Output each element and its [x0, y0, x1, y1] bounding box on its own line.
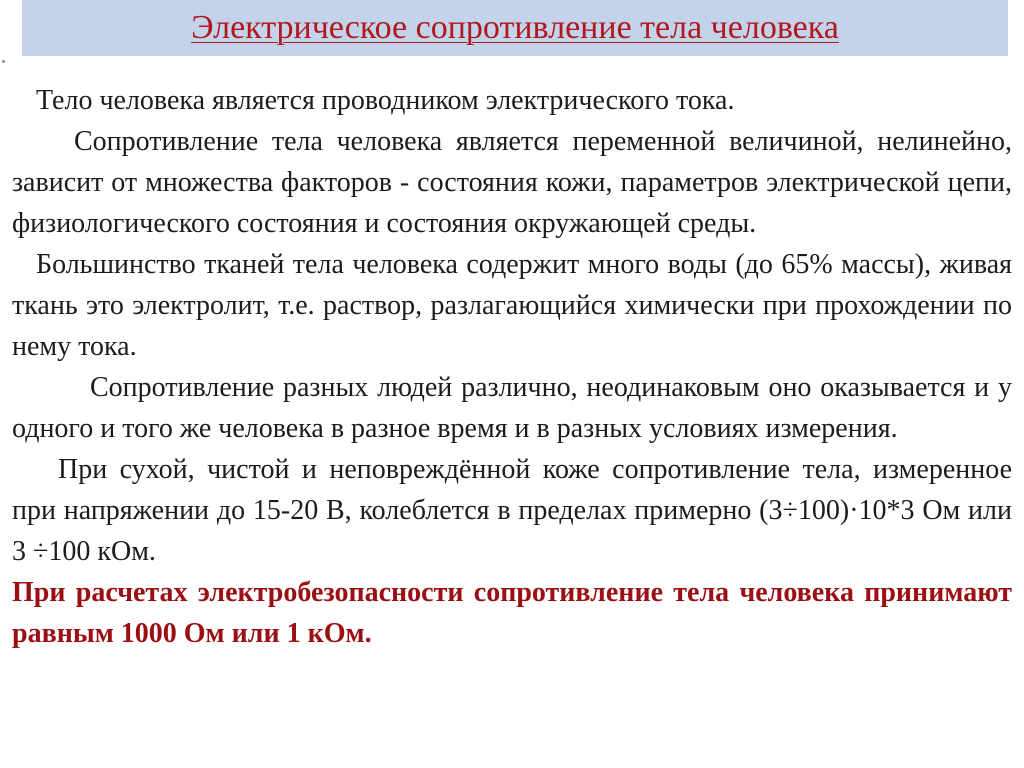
paragraph-calculation-value: При расчетах электробезопасности сопротивление тела человека принимают равным 1000 Ом или 1 кОм. [12, 577, 1012, 649]
slide-body [12, 80, 1012, 654]
title-band [22, 0, 1008, 56]
paragraph-conductor: Тело человека является проводником электрического тока. [36, 85, 735, 116]
paragraph-individual-differences: Сопротивление разных людей различно, неодинаковым оно оказывается и у одного и того же человека в разное время и в разных условиях измерения. [12, 372, 1012, 444]
corner-dot [2, 60, 5, 63]
paragraph-tissue-water: Большинство тканей тела человека содержит много воды (до 65% массы), живая ткань это электролит, т.е. раствор, разлагающийся химически при прохождении по нему тока. [12, 249, 1012, 362]
paragraph-dry-skin-range: При сухой, чистой и неповреждённой коже сопротивление тела, измеренное при напряжении до 15-20 В, колеблется в пределах примерно (3÷100)·10*3 Ом или 3 ÷100 кОм. [12, 454, 1012, 567]
slide-title: Электрическое сопротивление тела человека [191, 9, 839, 46]
paragraph-variable-resistance: Сопротивление тела человека является переменной величиной, нелинейно, зависит от множества факторов - состояния кожи, параметров электрической цепи, физиологического состояния и состояния окружающей среды. [12, 126, 1012, 239]
